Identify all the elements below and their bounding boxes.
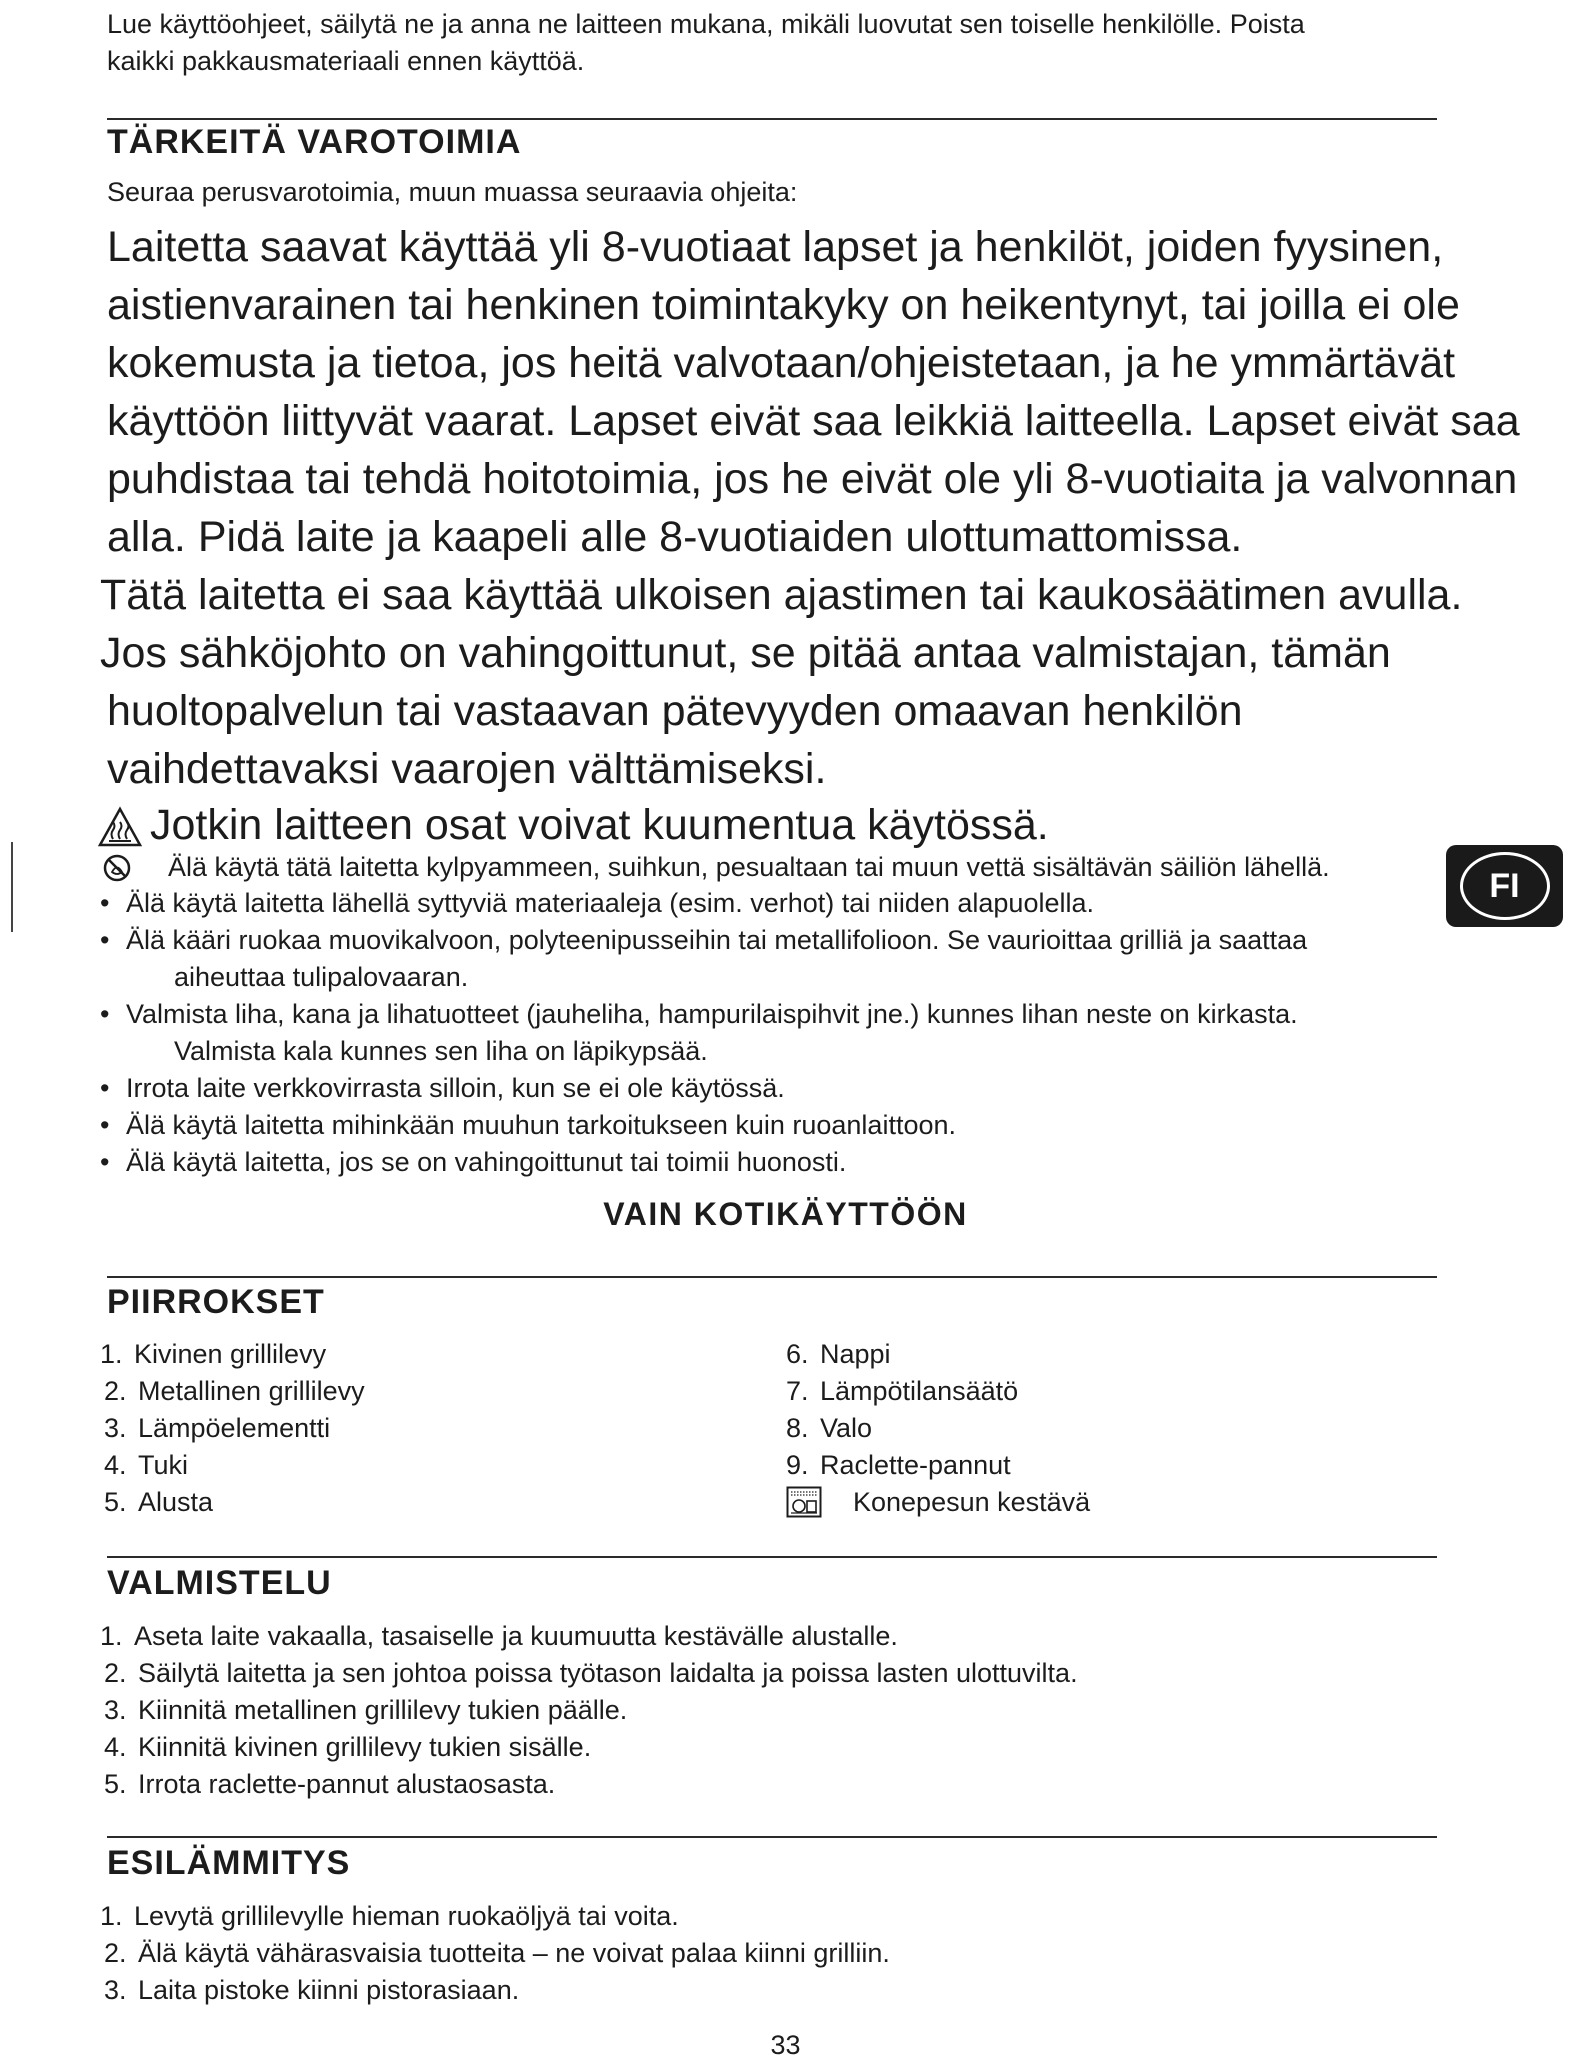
item-number: 3. bbox=[104, 1695, 127, 1725]
bullet-item bbox=[100, 922, 1307, 959]
bullet-continuation: Valmista kala kunnes sen liha on läpikypsää. bbox=[174, 1036, 708, 1066]
bullet-glyph: • bbox=[100, 1147, 110, 1177]
bullet-item bbox=[100, 1070, 785, 1107]
bullet-glyph: • bbox=[100, 1110, 110, 1140]
language-badge-label: FI bbox=[1460, 852, 1550, 920]
intro-text bbox=[107, 6, 1367, 80]
item-number: 1. bbox=[100, 1339, 123, 1369]
drawing-item bbox=[100, 1336, 326, 1373]
bullet-item bbox=[100, 885, 1094, 922]
item-text: Älä käytä vähärasvaisia tuotteita – ne voivat palaa kiinni grilliin. bbox=[138, 1938, 890, 1968]
drawing-item bbox=[786, 1336, 891, 1373]
bullet-continuation: aiheuttaa tulipalovaaran. bbox=[174, 962, 469, 992]
item-text: Kivinen grillilevy bbox=[134, 1339, 327, 1369]
dishwasher-icon bbox=[786, 1486, 822, 1518]
item-text: Kiinnitä kivinen grillilevy tukien sisälle. bbox=[138, 1732, 592, 1762]
item-number: 2. bbox=[104, 1658, 127, 1688]
bullet-text: Älä käytä laitetta, jos se on vahingoittunut tai toimii huonosti. bbox=[126, 1147, 847, 1177]
safety-line: puhdistaa tai tehdä hoitotoimia, jos he eivät ole yli 8-vuotiaita ja valvonnan bbox=[107, 455, 1518, 503]
item-text: Raclette-pannut bbox=[820, 1450, 1011, 1480]
item-number: 9. bbox=[786, 1450, 809, 1480]
item-number: 6. bbox=[786, 1339, 809, 1369]
drawing-item bbox=[104, 1373, 365, 1410]
item-number: 5. bbox=[104, 1487, 127, 1517]
safety-line: Tätä laitetta ei saa käyttää ulkoisen ajastimen tai kaukosäätimen avulla. bbox=[100, 571, 1463, 619]
section-divider bbox=[107, 118, 1437, 120]
preheat-item bbox=[104, 1935, 890, 1972]
bullet-text: Älä käytä laitetta mihinkään muuhun tarkoitukseen kuin ruoanlaittoon. bbox=[126, 1110, 956, 1140]
preparation-item bbox=[100, 1618, 898, 1655]
dishwasher-label: Konepesun kestävä bbox=[853, 1487, 1091, 1517]
safety-line: vaihdettavaksi vaarojen välttämiseksi. bbox=[107, 745, 827, 793]
bullet-text: Valmista liha, kana ja lihatuotteet (jauheliha, hampurilaispihvit jne.) kunnes lihan neste on kirkasta. bbox=[126, 999, 1298, 1029]
preheat-heading: ESILÄMMITYS bbox=[107, 1844, 351, 1882]
item-number: 5. bbox=[104, 1769, 127, 1799]
item-text: Säilytä laitetta ja sen johtoa poissa työtason laidalta ja poissa lasten ulottuvilta. bbox=[138, 1658, 1078, 1688]
item-text: Valo bbox=[820, 1413, 873, 1443]
margin-line bbox=[11, 842, 13, 932]
section-divider bbox=[107, 1836, 1437, 1838]
item-text: Alusta bbox=[138, 1487, 214, 1517]
item-number: 7. bbox=[786, 1376, 809, 1406]
item-text: Lämpötilansäätö bbox=[820, 1376, 1019, 1406]
hot-surface-warning: Jotkin laitteen osat voivat kuumentua käytössä. bbox=[150, 801, 1049, 849]
drawing-item bbox=[104, 1410, 330, 1447]
drawing-item bbox=[786, 1373, 1018, 1410]
item-text: Metallinen grillilevy bbox=[138, 1376, 365, 1406]
bullet-item bbox=[100, 1144, 846, 1181]
item-number: 2. bbox=[104, 1938, 127, 1968]
drawing-item bbox=[786, 1410, 872, 1447]
item-number: 1. bbox=[100, 1901, 123, 1931]
item-text: Levytä grillilevylle hieman ruokaöljyä tai voita. bbox=[134, 1901, 679, 1931]
bullet-glyph: • bbox=[100, 1073, 110, 1103]
item-text: Irrota raclette-pannut alustaosasta. bbox=[138, 1769, 556, 1799]
section-divider bbox=[107, 1556, 1437, 1558]
safety-line: huoltopalvelun tai vastaavan pätevyyden omaavan henkilön bbox=[107, 687, 1243, 735]
item-number: 1. bbox=[100, 1621, 123, 1651]
safety-line: käyttöön liittyvät vaarat. Lapset eivät saa leikkiä laitteella. Lapset eivät saa bbox=[107, 397, 1520, 445]
language-badge bbox=[1446, 845, 1563, 927]
bullet-item bbox=[100, 1107, 956, 1144]
preparation-item bbox=[104, 1729, 591, 1766]
intro-line: Lue käyttöohjeet, säilytä ne ja anna ne laitteen mukana, mikäli luovutat sen toiselle henkilölle. Poista bbox=[107, 9, 1305, 39]
bullet-text: Irrota laite verkkovirrasta silloin, kun se ei ole käytössä. bbox=[126, 1073, 785, 1103]
preparation-item bbox=[104, 1692, 627, 1729]
home-use-heading: VAIN KOTIKÄYTTÖÖN bbox=[603, 1196, 968, 1232]
drawing-item bbox=[104, 1447, 188, 1484]
safety-line: kokemusta ja tietoa, jos heitä valvotaan/ohjeistetaan, ja he ymmärtävät bbox=[107, 339, 1456, 387]
item-number: 2. bbox=[104, 1376, 127, 1406]
item-number: 8. bbox=[786, 1413, 809, 1443]
item-text: Lämpöelementti bbox=[138, 1413, 331, 1443]
safety-line: alla. Pidä laite ja kaapeli alle 8-vuotiaiden ulottumattomissa. bbox=[107, 513, 1243, 561]
item-text: Laita pistoke kiinni pistorasiaan. bbox=[138, 1975, 520, 2005]
water-warning: Älä käytä tätä laitetta kylpyammeen, suihkun, pesualtaan tai muun vettä sisältävän säiliön lähellä. bbox=[168, 852, 1330, 882]
item-text: Nappi bbox=[820, 1339, 891, 1369]
safety-heading: TÄRKEITÄ VAROTOIMIA bbox=[107, 123, 522, 161]
intro-line: kaikki pakkausmateriaali ennen käyttöä. bbox=[107, 46, 585, 76]
hot-surface-warning-icon bbox=[98, 806, 142, 848]
drawing-item bbox=[786, 1447, 1011, 1484]
no-water-icon bbox=[102, 853, 132, 883]
preheat-item bbox=[104, 1972, 519, 2009]
bullet-glyph: • bbox=[100, 888, 110, 918]
bullet-text: Älä kääri ruokaa muovikalvoon, polyteenipusseihin tai metallifolioon. Se vaurioittaa grilliä ja saattaa bbox=[126, 925, 1308, 955]
bullet-text: Älä käytä laitetta lähellä syttyviä materiaaleja (esim. verhot) tai niiden alapuolella. bbox=[126, 888, 1094, 918]
drawing-item bbox=[104, 1484, 213, 1521]
preparation-heading: VALMISTELU bbox=[107, 1564, 332, 1602]
item-number: 3. bbox=[104, 1975, 127, 2005]
item-text: Kiinnitä metallinen grillilevy tukien päälle. bbox=[138, 1695, 628, 1725]
safety-line: aistienvarainen tai henkinen toimintakyky on heikentynyt, tai joilla ei ole bbox=[107, 281, 1460, 329]
preparation-item bbox=[104, 1655, 1078, 1692]
bullet-item bbox=[100, 996, 1298, 1033]
safety-subtitle: Seuraa perusvarotoimia, muun muassa seuraavia ohjeita: bbox=[107, 177, 798, 207]
item-text: Aseta laite vakaalla, tasaiselle ja kuumuutta kestävälle alustalle. bbox=[134, 1621, 898, 1651]
section-divider bbox=[107, 1276, 1437, 1278]
page-number: 33 bbox=[770, 2030, 801, 2060]
item-number: 4. bbox=[104, 1732, 127, 1762]
preheat-item bbox=[100, 1898, 679, 1935]
safety-line: Jos sähköjohto on vahingoittunut, se pitää antaa valmistajan, tämän bbox=[100, 629, 1391, 677]
safety-line: Laitetta saavat käyttää yli 8-vuotiaat lapset ja henkilöt, joiden fyysinen, bbox=[107, 223, 1444, 271]
item-text: Tuki bbox=[138, 1450, 189, 1480]
bullet-glyph: • bbox=[100, 999, 110, 1029]
item-number: 4. bbox=[104, 1450, 127, 1480]
item-number: 3. bbox=[104, 1413, 127, 1443]
bullet-glyph: • bbox=[100, 925, 110, 955]
preparation-item bbox=[104, 1766, 555, 1803]
drawings-heading: PIIRROKSET bbox=[107, 1283, 325, 1321]
